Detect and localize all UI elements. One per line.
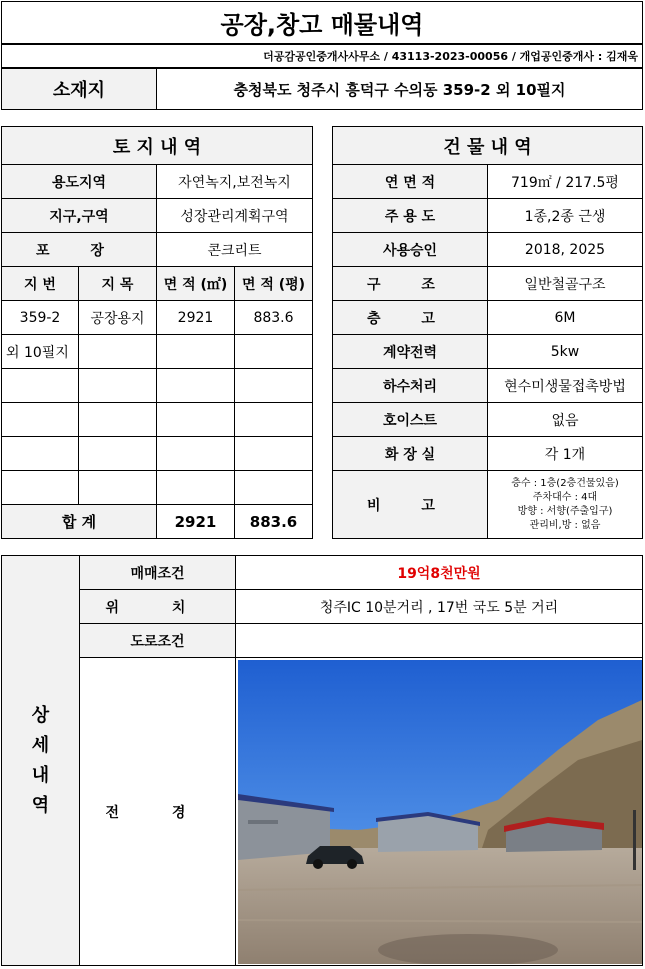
building-item-label: 주 용 도 [384, 208, 436, 225]
view-photo [238, 660, 642, 964]
lot-value: 359-2 [19, 309, 61, 326]
building-item-label-cell [333, 233, 488, 267]
building-item-value-cell [488, 437, 642, 471]
building-item-value-cell [488, 369, 642, 403]
location-value-cell [156, 68, 643, 110]
col-area-py-header [235, 267, 312, 301]
note-line: 관리비,방 : 없음 [529, 519, 601, 531]
land-table [1, 126, 313, 539]
details-side-char: 세 [31, 734, 50, 756]
area-m2-cell [157, 301, 235, 335]
note-line: 방향 : 서향(주출입구) [517, 505, 613, 517]
empty-row [2, 369, 312, 505]
location-value: 충청북도 청주시 흥덕구 수의동 359-2 외 10필지 [233, 80, 566, 99]
area-py-cell [235, 301, 312, 335]
building-item-label: 호이스트 [382, 412, 438, 429]
building-item-label-cell [333, 335, 488, 369]
building-item-value-cell [488, 267, 642, 301]
building-item-label-cell [333, 267, 488, 301]
details-side-char: 내 [31, 764, 50, 786]
note-line: 층수 : 1층(2층건물있음) [511, 477, 619, 489]
location-label-cell [1, 68, 157, 110]
road-label-cell [80, 624, 236, 658]
note-line: 주차대수 : 4대 [532, 491, 598, 503]
view-label: 전 경 [105, 804, 210, 821]
building-item-value: 719㎡ / 217.5평 [511, 174, 619, 191]
position-label: 위 치 [105, 599, 210, 616]
col-type-header [79, 267, 157, 301]
building-item-label: 사용승인 [382, 242, 438, 259]
col-area-m2-label: 면 적 (㎡) [163, 276, 228, 293]
pavement-value: 콘크리트 [207, 242, 262, 259]
details-side-char: 상 [31, 704, 50, 726]
note-label: 비 고 [367, 497, 453, 514]
area-m2-cell [157, 335, 235, 369]
document-title-box [1, 1, 643, 44]
total-label-cell [2, 505, 157, 538]
type-cell [79, 301, 157, 335]
road-value-cell [236, 624, 642, 658]
building-item-value: 1종,2종 근생 [524, 208, 606, 225]
col-lot-label: 지 번 [24, 276, 56, 293]
building-item-label: 연 면 적 [384, 174, 436, 191]
building-item-label-cell [333, 369, 488, 403]
zoning-value-cell [157, 165, 312, 199]
zoning-value: 자연녹지,보전녹지 [178, 174, 291, 191]
building-item-value: 현수미생물접촉방법 [504, 378, 626, 395]
area-m2-value: 2921 [177, 309, 214, 326]
building-item-value-cell [488, 403, 642, 437]
pavement-label-cell [2, 233, 157, 267]
building-item-label: 층 고 [367, 310, 453, 327]
lot-cell [2, 335, 79, 369]
lot-cell [2, 301, 79, 335]
road-label: 도로조건 [130, 633, 185, 650]
building-item-value-cell [488, 233, 642, 267]
building-item-label-cell [333, 165, 488, 199]
price-value-cell [236, 556, 642, 590]
building-item-value: 일반철골구조 [524, 276, 606, 293]
building-item-label-cell [333, 437, 488, 471]
details-section [1, 555, 643, 966]
building-item-label: 하수처리 [382, 378, 438, 395]
area-py-value: 883.6 [253, 309, 294, 326]
pavement-label: 포 장 [36, 242, 122, 259]
zoning-label: 용도지역 [51, 174, 107, 191]
building-header [333, 127, 642, 165]
building-item-label-cell [333, 199, 488, 233]
building-item-value: 6M [554, 309, 576, 326]
total-py: 883.6 [249, 512, 298, 531]
type-value: 공장용지 [90, 310, 145, 327]
agency-info-box [1, 44, 643, 68]
details-side-label [2, 556, 80, 965]
district-value-cell [157, 199, 312, 233]
position-label-cell [80, 590, 236, 624]
col-type-label: 지 목 [101, 276, 134, 293]
building-item-value-cell [488, 301, 642, 335]
building-item-value: 각 1개 [544, 446, 586, 463]
col-area-py-label: 면 적 (평) [241, 276, 306, 293]
building-item-label: 화 장 실 [384, 446, 436, 463]
price-label: 매매조건 [130, 565, 185, 582]
note-value-cell [488, 471, 642, 538]
total-m2: 2921 [174, 512, 217, 531]
position-value: 청주IC 10분거리 , 17번 국도 5분 거리 [319, 599, 559, 616]
col-area-m2-header [157, 267, 235, 301]
land-header-text: 토 지 내 역 [112, 136, 202, 158]
building-item-value: 5kw [550, 343, 580, 360]
price-value: 19억8천만원 [397, 565, 481, 582]
building-item-value-cell [488, 199, 642, 233]
district-label: 지구,구역 [49, 208, 109, 225]
lot-value: 외 10필지 [6, 344, 69, 361]
location-label: 소재지 [52, 80, 106, 101]
building-item-value-cell [488, 335, 642, 369]
building-item-label-cell [333, 301, 488, 335]
pavement-value-cell [157, 233, 312, 267]
district-label-cell [2, 199, 157, 233]
district-value: 성장관리계획구역 [180, 208, 289, 225]
col-lot-header [2, 267, 79, 301]
land-header [2, 127, 312, 165]
view-label-cell [80, 658, 236, 965]
building-item-label-cell [333, 403, 488, 437]
agency-info: 더공감공인중개사사무소 / 43113-2023-00056 / 개업공인중개사 : 김재욱 [263, 50, 638, 63]
building-item-value: 2018, 2025 [524, 241, 606, 258]
area-py-cell [235, 335, 312, 369]
factory-photo [238, 660, 642, 964]
total-label: 합 계 [61, 513, 97, 531]
document-title: 공장,창고 매물내역 [220, 11, 424, 39]
building-header-text: 건 물 내 역 [443, 136, 532, 158]
details-side-char: 역 [31, 794, 50, 816]
type-cell [79, 335, 157, 369]
zoning-label-cell [2, 165, 157, 199]
total-py-cell [235, 505, 312, 538]
price-label-cell [80, 556, 236, 590]
total-m2-cell [157, 505, 235, 538]
position-value-cell [236, 590, 642, 624]
building-item-label: 계약전력 [382, 344, 438, 361]
note-label-cell [333, 471, 488, 538]
building-item-label: 구 조 [367, 276, 453, 293]
building-item-value: 없음 [551, 412, 579, 429]
building-item-value-cell [488, 165, 642, 199]
